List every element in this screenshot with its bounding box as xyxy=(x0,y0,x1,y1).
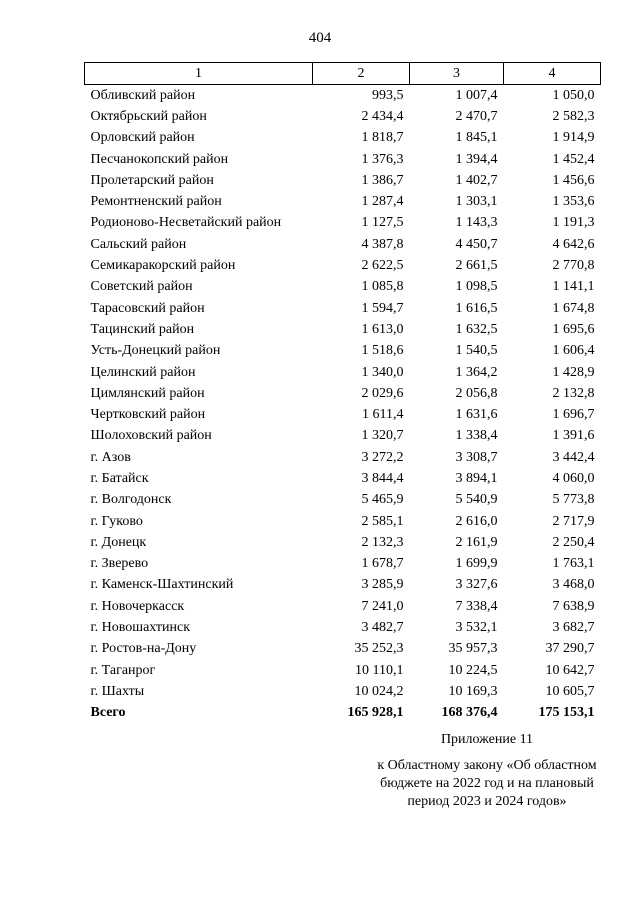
row-value: 3 532,1 xyxy=(455,620,498,636)
column-header: 2 xyxy=(313,63,410,85)
row-value: 1 320,7 xyxy=(361,428,404,444)
row-value: 1 143,3 xyxy=(455,215,498,231)
table-row xyxy=(85,213,601,234)
table-row xyxy=(85,447,601,468)
table-row xyxy=(85,511,601,532)
column-header: 1 xyxy=(85,63,313,85)
row-name: Советский район xyxy=(90,279,193,295)
row-value: 1 376,3 xyxy=(361,151,404,167)
row-value: 1 402,7 xyxy=(455,172,498,188)
table-row xyxy=(85,554,601,575)
row-value: 1 696,7 xyxy=(552,407,595,423)
row-value: 2 585,1 xyxy=(361,513,404,529)
row-name: Обливский район xyxy=(90,87,196,103)
row-value: 37 290,7 xyxy=(545,641,595,657)
row-name: Шолоховский район xyxy=(90,428,212,444)
row-name: Чертковский район xyxy=(90,407,206,423)
row-name: Тацинский район xyxy=(90,321,195,337)
row-value: 2 470,7 xyxy=(455,108,498,124)
row-name: г. Волгодонск xyxy=(90,492,172,508)
row-value: 1 631,6 xyxy=(455,407,498,423)
row-value: 1 353,6 xyxy=(552,194,595,210)
row-value: 10 605,7 xyxy=(545,683,595,699)
row-value: 3 482,7 xyxy=(361,620,404,636)
row-value: 1 616,5 xyxy=(455,300,498,316)
row-value: 10 642,7 xyxy=(545,662,595,678)
appendix-note xyxy=(334,731,640,811)
column-header: 3 xyxy=(410,63,504,85)
row-value: 1 674,8 xyxy=(552,300,595,316)
total-row xyxy=(85,703,601,724)
row-name: Сальский район xyxy=(90,236,187,252)
row-value: 5 540,9 xyxy=(455,492,498,508)
row-value: 7 241,0 xyxy=(361,598,404,614)
column-header: 4 xyxy=(504,63,601,85)
row-value: 10 224,5 xyxy=(448,662,498,678)
row-value: 1 303,1 xyxy=(455,194,498,210)
table-row xyxy=(85,490,601,511)
row-value: 1 452,4 xyxy=(552,151,595,167)
appendix-line: период 2023 и 2024 годов» xyxy=(407,794,567,809)
row-value: 1 141,1 xyxy=(552,279,595,295)
table-row xyxy=(85,85,601,107)
row-value: 1 394,4 xyxy=(455,151,498,167)
row-value: 2 250,4 xyxy=(552,534,595,550)
table-row xyxy=(85,170,601,191)
row-value: 5 773,8 xyxy=(552,492,595,508)
row-name: Родионово-Несветайский район xyxy=(90,215,282,231)
table-row xyxy=(85,341,601,362)
row-value: 1 391,6 xyxy=(552,428,595,444)
row-name: г. Ростов-на-Дону xyxy=(90,641,197,657)
row-value: 4 060,0 xyxy=(552,470,595,486)
row-value: 1 845,1 xyxy=(455,130,498,146)
table-row xyxy=(85,617,601,638)
row-value: 1 386,7 xyxy=(361,172,404,188)
row-name: Октябрьский район xyxy=(90,108,207,124)
row-value: 4 450,7 xyxy=(455,236,498,252)
table-row xyxy=(85,426,601,447)
row-value: 1 678,7 xyxy=(361,556,404,572)
row-value: 2 622,5 xyxy=(361,258,404,274)
row-value: 1 456,6 xyxy=(552,172,595,188)
row-value: 3 468,0 xyxy=(552,577,595,593)
row-value: 1 127,5 xyxy=(361,215,404,231)
row-value: 3 682,7 xyxy=(552,620,595,636)
row-name: г. Донецк xyxy=(90,534,147,550)
table-row xyxy=(85,681,601,702)
budget-table xyxy=(84,62,601,724)
row-value: 4 642,6 xyxy=(552,236,595,252)
row-value: 1 338,4 xyxy=(455,428,498,444)
appendix-line: к Областному закону «Об областном xyxy=(377,758,597,773)
row-value: 2 132,3 xyxy=(361,534,404,550)
row-value: 1 540,5 xyxy=(455,343,498,359)
row-value: 2 056,8 xyxy=(455,385,498,401)
row-value: 3 272,2 xyxy=(361,449,404,465)
table-row xyxy=(85,660,601,681)
row-name: г. Шахты xyxy=(90,683,145,699)
row-value: 2 434,4 xyxy=(361,108,404,124)
row-name: г. Новочеркасск xyxy=(90,598,185,614)
row-value: 1 340,0 xyxy=(361,364,404,380)
row-value: 1 287,4 xyxy=(361,194,404,210)
row-value: 5 465,9 xyxy=(361,492,404,508)
row-value: 1 632,5 xyxy=(455,321,498,337)
row-value: 2 616,0 xyxy=(455,513,498,529)
appendix-title: Приложение 11 xyxy=(440,732,534,747)
row-value: 2 582,3 xyxy=(552,108,595,124)
table-row xyxy=(85,128,601,149)
row-value: 1 695,6 xyxy=(552,321,595,337)
row-value: 10 169,3 xyxy=(448,683,498,699)
table-row xyxy=(85,319,601,340)
row-value: 2 029,6 xyxy=(361,385,404,401)
row-name: Пролетарский район xyxy=(90,172,214,188)
row-value: 2 717,9 xyxy=(552,513,595,529)
row-value: 1 007,4 xyxy=(455,87,498,103)
row-value: 1 613,0 xyxy=(361,321,404,337)
row-value: 7 338,4 xyxy=(455,598,498,614)
row-value: 1 611,4 xyxy=(362,407,404,423)
row-name: г. Азов xyxy=(90,449,131,465)
row-value: 35 252,3 xyxy=(354,641,404,657)
row-value: 1 428,9 xyxy=(552,364,595,380)
table-row xyxy=(85,277,601,298)
table-row xyxy=(85,149,601,170)
row-value: 2 132,8 xyxy=(552,385,595,401)
row-value: 3 285,9 xyxy=(361,577,404,593)
table-row xyxy=(85,298,601,319)
row-name: г. Зверево xyxy=(90,556,149,572)
table-row xyxy=(85,234,601,255)
row-value: 1 763,1 xyxy=(552,556,595,572)
row-value: 1 594,7 xyxy=(361,300,404,316)
row-value: 10 110,1 xyxy=(355,662,404,678)
row-name: г. Таганрог xyxy=(90,662,156,678)
row-value: 1 364,2 xyxy=(455,364,498,380)
row-value: 1 098,5 xyxy=(455,279,498,295)
table-row xyxy=(85,404,601,425)
row-name: г. Новошахтинск xyxy=(90,620,191,636)
table-row xyxy=(85,362,601,383)
row-name: г. Батайск xyxy=(90,470,149,486)
total-value: 175 153,1 xyxy=(538,705,595,721)
row-value: 1 191,3 xyxy=(552,215,595,231)
row-name: Песчанокопский район xyxy=(90,151,229,167)
row-value: 3 442,4 xyxy=(552,449,595,465)
appendix-line: бюджете на 2022 год и на плановый xyxy=(380,776,594,791)
row-value: 7 638,9 xyxy=(552,598,595,614)
table-row xyxy=(85,532,601,553)
table-row xyxy=(85,596,601,617)
total-value: 168 376,4 xyxy=(441,705,498,721)
row-name: Тарасовский район xyxy=(90,300,205,316)
table-row xyxy=(85,468,601,489)
row-value: 10 024,2 xyxy=(354,683,404,699)
page-number: 404 xyxy=(308,30,332,46)
row-name: г. Каменск-Шахтинский xyxy=(90,577,234,593)
table-row xyxy=(85,106,601,127)
row-name: Цимлянский район xyxy=(90,385,205,401)
table-row xyxy=(85,191,601,212)
row-value: 993,5 xyxy=(372,87,404,103)
row-value: 1 606,4 xyxy=(552,343,595,359)
row-value: 1 050,0 xyxy=(552,87,595,103)
row-value: 3 308,7 xyxy=(455,449,498,465)
row-value: 4 387,8 xyxy=(361,236,404,252)
row-value: 1 085,8 xyxy=(361,279,404,295)
row-value: 2 770,8 xyxy=(552,258,595,274)
row-value: 2 661,5 xyxy=(455,258,498,274)
table-row xyxy=(85,383,601,404)
row-name: Усть-Донецкий район xyxy=(90,343,221,359)
row-value: 3 844,4 xyxy=(361,470,404,486)
row-value: 3 894,1 xyxy=(455,470,498,486)
table-header-row xyxy=(85,63,601,85)
row-value: 1 699,9 xyxy=(455,556,498,572)
row-name: Ремонтненский район xyxy=(90,194,222,210)
table-row xyxy=(85,255,601,276)
total-label: Всего xyxy=(90,705,126,721)
row-value: 1 518,6 xyxy=(361,343,404,359)
row-value: 35 957,3 xyxy=(448,641,498,657)
row-value: 1 818,7 xyxy=(361,130,404,146)
total-value: 165 928,1 xyxy=(347,705,404,721)
table-row xyxy=(85,575,601,596)
table-row xyxy=(85,639,601,660)
row-value: 1 914,9 xyxy=(552,130,595,146)
row-value: 3 327,6 xyxy=(455,577,498,593)
row-value: 2 161,9 xyxy=(455,534,498,550)
row-name: Целинский район xyxy=(90,364,196,380)
row-name: Орловский район xyxy=(90,130,195,146)
row-name: Семикаракорский район xyxy=(90,258,236,274)
row-name: г. Гуково xyxy=(90,513,143,529)
